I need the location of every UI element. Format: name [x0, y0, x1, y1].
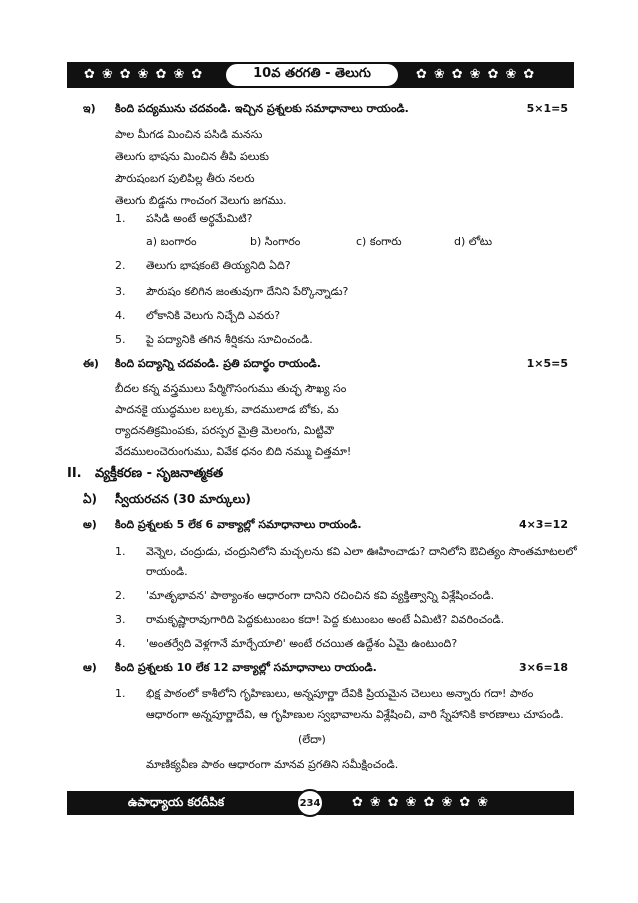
poem-line: బీదల కన్న వస్త్రములు పేర్మిగొసంగుము తుచ్ఛ సౌఖ్య సం [115, 382, 347, 395]
question-number: 1. [115, 687, 126, 700]
question-number: 5. [115, 333, 126, 346]
floral-ornament-icon: ✿❀✿❀✿❀✿❀ [352, 795, 496, 810]
question-marks: 4×3=12 [518, 518, 568, 531]
question-label: ఈ) [83, 357, 99, 370]
question-marks: 5×1=5 [526, 102, 568, 115]
question-marks: 1×5=5 [526, 357, 568, 370]
subsection-label: ఏ) [83, 492, 98, 506]
question-number: 4. [115, 637, 126, 650]
question-text: 'మాతృభావన' పాఠ్యాంశం ఆధారంగా దానిని రచించిన కవి వ్యక్తిత్వాన్ని విశ్లేషించండి. [146, 589, 495, 602]
question-instruction: కింది పద్యాన్ని చదవండి. ప్రతి పదార్థం రాయండి. [115, 357, 321, 370]
question-text: 'అంతర్వేది వెళ్లగానే మార్చేయాలి' అంటే రచయిత ఉద్దేశం ఏమై ఉంటుంది? [146, 637, 458, 650]
poem-line: ర్యాదనతిక్రమింపకు, పరస్పర మైత్రి మెలంగు, మిట్టివౌ [115, 424, 334, 437]
question-text: రాయండి. [146, 565, 188, 578]
floral-ornament-icon: ✿❀✿❀✿❀✿ [416, 67, 542, 82]
question-text: పసిడి అంటే అర్థమేమిటి? [146, 212, 253, 225]
poem-line: తెలుగు భాషను మించిన తీపి పలుకు [115, 150, 269, 163]
question-text: రామకృష్ణారావుగారిది పెద్దకుటుంబం కదా! పెద్ద కుటుంబం అంటే ఏమిటి? వివరించండి. [146, 613, 505, 626]
question-text: తెలుగు భాషకంటె తియ్యనిది ఏది? [146, 259, 291, 272]
floral-ornament-icon: ✿❀✿❀✿❀✿ [84, 67, 210, 82]
question-text: పై పద్యానికి తగిన శీర్షికను సూచించండి. [146, 333, 313, 346]
question-text: లోకానికి వెలుగు నిచ్చేది ఎవరు? [146, 309, 281, 322]
question-label: ఇ) [83, 102, 96, 115]
poem-line: పాదనకై యుద్ధముల బల్కకు, వాదములాడ బోకు, మ [115, 403, 339, 416]
subsection-title: స్వీయరచన (30 మార్కులు) [115, 492, 251, 506]
question-text: భిక్ష పాఠంలో కాశీలోని గృహిణులు, అన్నపూర్ణా దేవికి ప్రియమైన చెలులు అన్నారు గదా! పాఠం [146, 687, 534, 700]
question-marks: 3×6=18 [518, 661, 568, 674]
question-text: పౌరుషం కలిగిన జంతువుగా దేనిని పేర్కొన్నాడు? [146, 285, 349, 298]
poem-line: తెలుగు బిడ్డను గాంచంగ వెలుగు జగము. [115, 194, 287, 207]
question-instruction: కింది ప్రశ్నలకు 5 లేక 6 వాక్యాల్లో సమాధానాలు రాయండి. [115, 518, 362, 531]
poem-line: వేదములంచెరుంగుము, వివేక ధనం బిది నమ్ము చిత్తమా! [115, 445, 352, 458]
option-a: a) బంగారం [146, 235, 197, 248]
question-number: 2. [115, 589, 126, 602]
or-label: (లేదా) [298, 733, 326, 746]
poem-line: పాల మీగడ మించిన పసిడి మనసు [115, 128, 263, 141]
question-number: 3. [115, 613, 126, 626]
question-number: 4. [115, 309, 126, 322]
question-number: 1. [115, 212, 126, 225]
question-text: మాణిక్యవీణ పాఠం ఆధారంగా మానవ ప్రగతిని సమీక్షించండి. [146, 758, 399, 771]
footer-title: ఉపాధ్యాయ కరదీపిక [127, 794, 225, 809]
question-label: ఆ) [83, 661, 97, 674]
question-instruction: కింది ప్రశ్నలకు 10 లేక 12 వాక్యాల్లో సమాధానాలు రాయండి. [115, 661, 377, 674]
option-d: d) లోటు [454, 235, 493, 248]
section-title: వ్యక్తీకరణ - సృజనాత్మకత [95, 466, 224, 481]
question-instruction: కింది పద్యమును చదవండి. ఇచ్చిన ప్రశ్నలకు సమాధానాలు రాయండి. [115, 102, 409, 115]
question-number: 1. [115, 545, 126, 558]
question-text: వెన్నెల, చంద్రుడు, చంద్రునిలోని మచ్చలను కవి ఎలా ఊహించాడు? దానిలోని ఔచిత్యం సొంతమాటలలో [146, 545, 577, 558]
option-c: c) కంగారు [356, 235, 402, 248]
option-b: b) సింగారం [250, 235, 301, 248]
page-title: 10వ తరగతి - తెలుగు [224, 62, 400, 88]
question-number: 2. [115, 259, 126, 272]
poem-line: పౌరుషంబగ పులిపిల్ల తీరు నలరు [115, 172, 255, 185]
page-number: 234 [296, 789, 324, 817]
section-label: II. [67, 466, 82, 481]
question-text: ఆధారంగా అన్నపూర్ణాదేవి, ఆ గృహిణుల స్వభావాలను విశ్లేషించి, వారి స్నేహానికి కారణాలు చూపండి. [146, 708, 564, 721]
question-label: అ) [83, 518, 97, 531]
question-number: 3. [115, 285, 126, 298]
